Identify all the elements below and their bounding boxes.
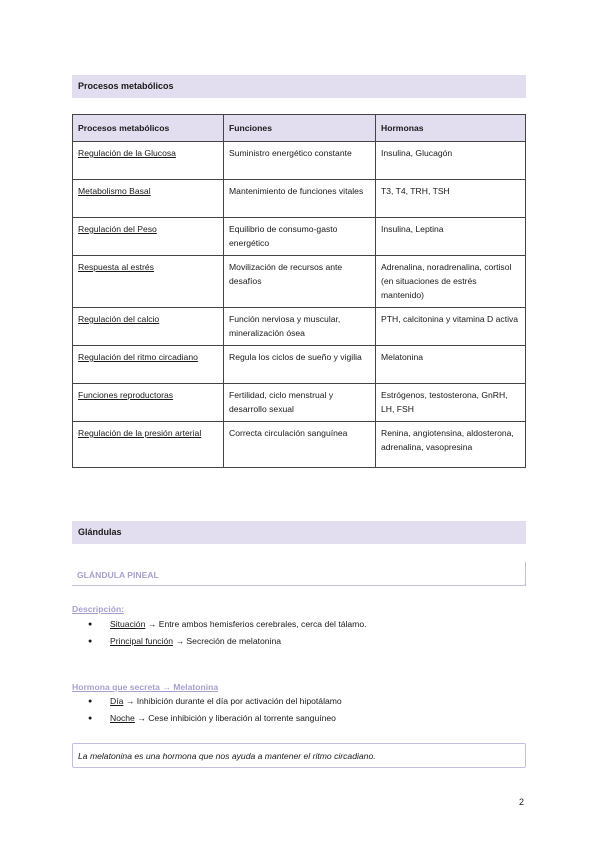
description-heading: Descripción:: [72, 604, 125, 614]
description-list: [72, 616, 367, 650]
function-cell: Correcta circulación sanguínea: [224, 422, 376, 468]
list-item: [72, 693, 342, 710]
hormone-cell: Insulina, Glucagón: [376, 142, 526, 180]
table-row: [73, 308, 526, 346]
item-key: Noche: [110, 713, 135, 723]
hormone-heading: Hormona que secreta → Melatonina: [72, 682, 219, 692]
section-title-procesos: Procesos metabólicos: [72, 75, 526, 98]
table-row: [73, 256, 526, 308]
melatonin-note: La melatonina es una hormona que nos ayuda a mantener el ritmo circadiano.: [72, 743, 526, 768]
process-cell: Regulación de la presión arterial: [73, 422, 224, 468]
hormone-cell: T3, T4, TRH, TSH: [376, 180, 526, 218]
list-item: [72, 616, 367, 633]
table-row: [73, 346, 526, 384]
table-row: [73, 218, 526, 256]
column-header: Funciones: [224, 115, 376, 142]
process-cell: Respuesta al estrés: [73, 256, 224, 308]
item-text: → Secreción de melatonina: [173, 636, 282, 646]
table-row: [73, 180, 526, 218]
function-cell: Función nerviosa y muscular, mineralización ósea: [224, 308, 376, 346]
pineal-gland-heading: GLÁNDULA PINEAL: [72, 562, 526, 586]
function-cell: Fertilidad, ciclo menstrual y desarrollo sexual: [224, 384, 376, 422]
process-cell: Regulación de la Glucosa: [73, 142, 224, 180]
function-cell: Movilización de recursos ante desafíos: [224, 256, 376, 308]
item-key: Situación: [110, 619, 146, 629]
table-row: [73, 422, 526, 468]
item-text: → Cese inhibición y liberación al torrente sanguíneo: [134, 713, 336, 723]
item-text: → Inhibición durante el día por activación del hipotálamo: [123, 696, 342, 706]
process-cell: Regulación del ritmo circadiano: [73, 346, 224, 384]
item-text: → Entre ambos hemisferios cerebrales, cerca del tálamo.: [145, 619, 367, 629]
item-key: Día: [110, 696, 124, 706]
hormone-cell: Adrenalina, noradrenalina, cortisol (en situaciones de estrés mantenido): [376, 256, 526, 308]
item-key: Principal función: [110, 636, 174, 646]
metabolic-processes-table: [72, 114, 526, 468]
table-header-row: [73, 115, 526, 142]
function-cell: Equilibrio de consumo-gasto energético: [224, 218, 376, 256]
hormone-cell: PTH, calcitonina y vitamina D activa: [376, 308, 526, 346]
list-item: [72, 633, 367, 650]
table-row: [73, 384, 526, 422]
hormone-list: [72, 693, 342, 727]
column-header: Procesos metabólicos: [73, 115, 224, 142]
column-header: Hormonas: [376, 115, 526, 142]
section-title-glandulas: Glándulas: [72, 521, 526, 544]
function-cell: Regula los ciclos de sueño y vigilia: [224, 346, 376, 384]
process-cell: Regulación del calcio: [73, 308, 224, 346]
hormone-cell: Estrógenos, testosterona, GnRH, LH, FSH: [376, 384, 526, 422]
hormone-cell: Melatonina: [376, 346, 526, 384]
process-cell: Metabolismo Basal: [73, 180, 224, 218]
hormone-cell: Insulina, Leptina: [376, 218, 526, 256]
process-cell: Regulación del Peso: [73, 218, 224, 256]
hormone-cell: Renina, angiotensina, aldosterona, adrenalina, vasopresina: [376, 422, 526, 468]
page-number: 2: [519, 797, 525, 807]
function-cell: Suministro energético constante: [224, 142, 376, 180]
table-row: [73, 142, 526, 180]
function-cell: Mantenimiento de funciones vitales: [224, 180, 376, 218]
process-cell: Funciones reproductoras: [73, 384, 224, 422]
list-item: [72, 710, 342, 727]
